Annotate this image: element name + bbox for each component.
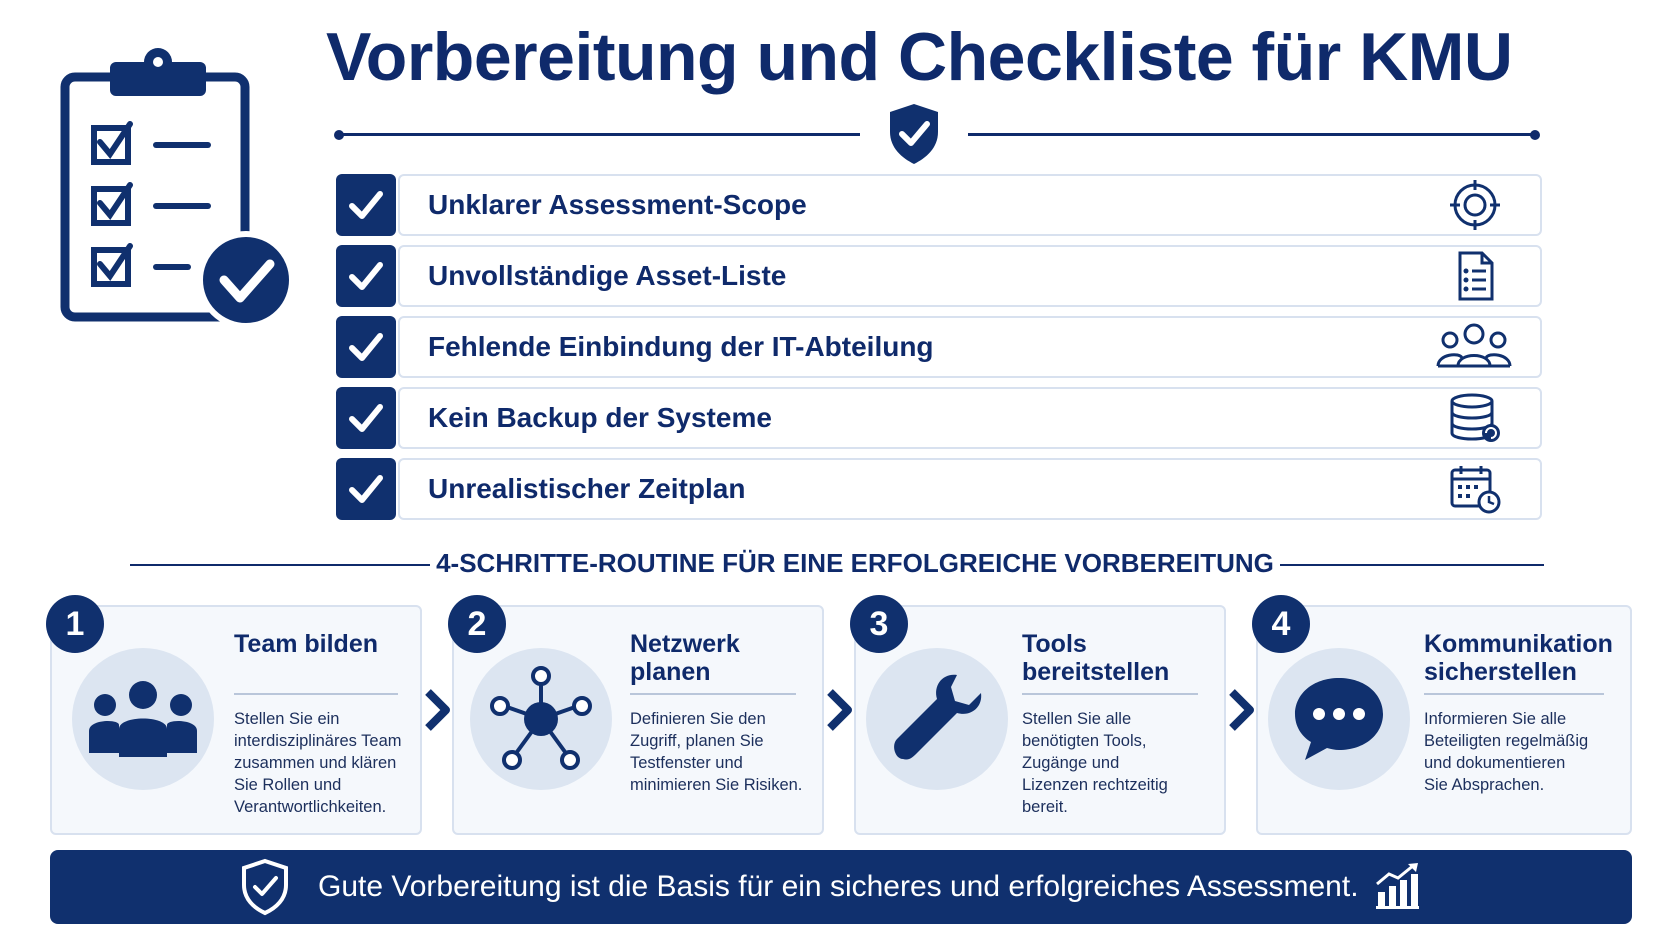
step-icon-circle	[866, 648, 1008, 790]
step-title: Netzwerk planen	[630, 630, 740, 686]
step-divider	[1022, 693, 1198, 695]
step-icon-circle	[72, 648, 214, 790]
step-divider	[1424, 693, 1604, 695]
database-backup-icon	[1448, 393, 1502, 443]
calendar-clock-icon	[1448, 464, 1502, 514]
step-description: Stellen Sie alle benötigten Tools, Zugänge und Lizenzen rechtzeitig bereit.	[1022, 710, 1168, 816]
title-divider-left	[340, 133, 860, 136]
step-title: Tools bereitstellen	[1022, 630, 1170, 686]
section-heading: 4-SCHRITTE-ROUTINE FÜR EINE ERFOLGREICHE VORBEREITUNG	[436, 548, 1274, 578]
checklist-item	[336, 245, 1542, 307]
page-title: Vorbereitung und Checkliste für KMU	[326, 19, 1513, 95]
step-divider	[234, 693, 398, 695]
step-icon-circle	[470, 648, 612, 790]
checklist-item	[336, 458, 1542, 520]
step-description: Definieren Sie den Zugriff, planen Sie Testfenster und minimieren Sie Risiken.	[630, 710, 803, 794]
checklist-item	[336, 316, 1542, 378]
checklist-item-label: Unrealistischer Zeitplan	[428, 473, 746, 504]
shield-check-icon	[886, 102, 942, 166]
clipboard-checklist-icon	[58, 44, 294, 334]
checklist-item-label: Kein Backup der Systeme	[428, 402, 772, 433]
checklist-item-label: Fehlende Einbindung der IT-Abteilung	[428, 331, 934, 362]
checklist-item	[336, 174, 1542, 236]
checklist-item	[336, 387, 1542, 449]
wrench-icon	[887, 669, 987, 769]
step-divider	[630, 693, 796, 695]
checkmark-icon	[336, 316, 396, 378]
team-icon	[1436, 322, 1512, 372]
people-icon	[89, 679, 197, 759]
growth-chart-icon	[1374, 862, 1420, 910]
chevron-right-icon	[422, 688, 452, 732]
checklist-item-label: Unvollständige Asset-Liste	[428, 260, 787, 291]
section-divider-left	[130, 564, 430, 566]
footer-text: Gute Vorbereitung ist die Basis für ein sicheres und erfolgreiches Assessment.	[318, 870, 1359, 903]
step-number-badge: 2	[448, 595, 506, 653]
chat-bubble-icon	[1291, 674, 1387, 764]
step-title: Kommunikation sicherstellen	[1424, 630, 1613, 686]
document-list-icon	[1448, 251, 1502, 301]
chevron-right-icon	[824, 688, 854, 732]
checkmark-icon	[336, 174, 396, 236]
title-divider-right	[968, 133, 1534, 136]
divider-dot-right	[1530, 130, 1540, 140]
step-description: Informieren Sie alle Beteiligten regelmäßig und dokumentieren Sie Absprachen.	[1424, 710, 1589, 794]
shield-check-icon	[240, 858, 290, 916]
step-number-badge: 3	[850, 595, 908, 653]
step-icon-circle	[1268, 648, 1410, 790]
step-number-badge: 1	[46, 595, 104, 653]
network-icon	[486, 664, 596, 774]
checkmark-icon	[336, 245, 396, 307]
checkmark-icon	[336, 387, 396, 449]
checklist-item-label: Unklarer Assessment-Scope	[428, 189, 807, 220]
step-number-badge: 4	[1252, 595, 1310, 653]
section-divider-right	[1280, 564, 1544, 566]
step-title: Team bilden	[234, 630, 379, 658]
checkmark-icon	[336, 458, 396, 520]
target-icon	[1448, 180, 1502, 230]
chevron-right-icon	[1226, 688, 1256, 732]
step-description: Stellen Sie ein interdisziplinäres Team zusammen und klären Sie Rollen und Verantwortlichkeiten.	[234, 710, 402, 816]
